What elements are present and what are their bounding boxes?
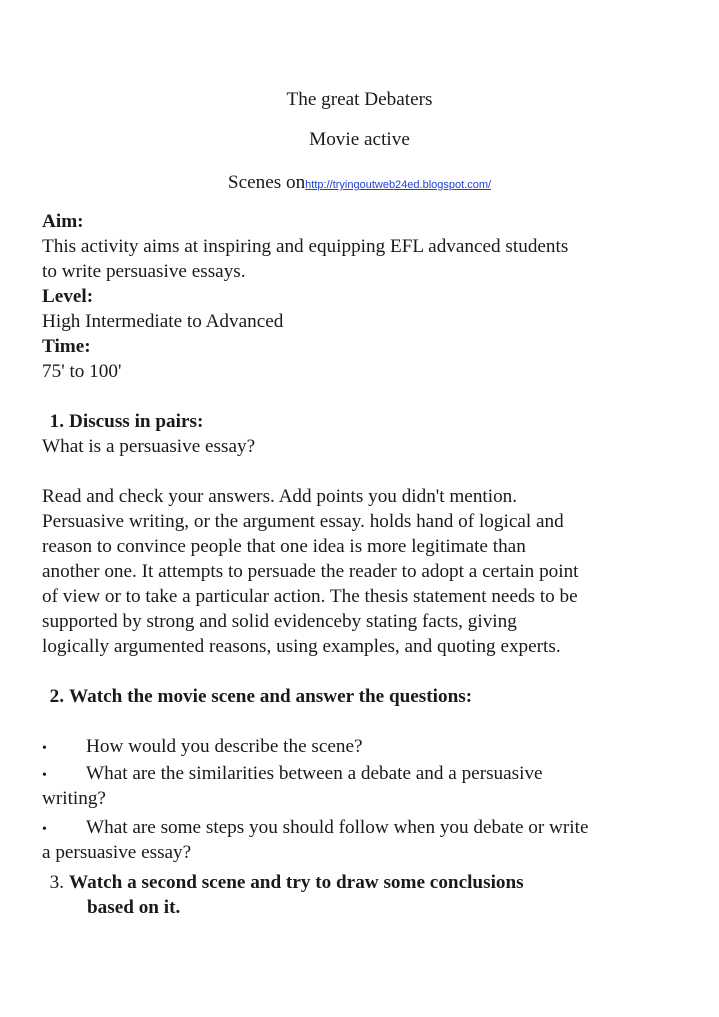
document-subtitle: Movie active	[309, 129, 410, 150]
scenes-link[interactable]: http://tryingoutweb24ed.blogspot.com/	[305, 179, 492, 191]
section-1-number: 1.	[49, 411, 64, 432]
paragraph-line-2: Persuasive writing, or the argument essay. holds hand of logical and	[42, 511, 564, 532]
section-2-title: Watch the movie scene and answer the questions:	[69, 686, 473, 707]
scenes-line	[0, 170, 719, 198]
aim-text-line-1: This activity aims at inspiring and equipping EFL advanced students	[42, 236, 569, 257]
paragraph-line-6: supported by strong and solid evidenceby stating facts, giving	[42, 611, 517, 632]
time-value: 75' to 100'	[42, 361, 122, 382]
section-2-number: 2.	[49, 686, 64, 707]
aim-label: Aim:	[42, 211, 84, 232]
bullet-3-continuation: a persuasive essay?	[42, 842, 192, 863]
time-label: Time:	[42, 336, 91, 357]
paragraph-line-3: reason to convince people that one idea is more legitimate than	[42, 536, 526, 557]
section-3-number: 3.	[49, 872, 64, 893]
section-1-title: Discuss in pairs:	[69, 411, 204, 432]
section-3-title-line-2: based on it.	[87, 897, 181, 918]
paragraph-line-5: of view or to take a particular action. The thesis statement needs to be	[42, 586, 578, 607]
section-2-heading	[42, 684, 472, 709]
aim-text-line-2: to write persuasive essays.	[42, 261, 246, 282]
bullet-dot-3: •	[42, 822, 47, 837]
bullet-2-continuation: writing?	[42, 788, 106, 809]
level-label: Level:	[42, 286, 94, 307]
level-value: High Intermediate to Advanced	[42, 311, 284, 332]
bullet-2-text: What are the similarities between a debate and a persuasive	[86, 763, 543, 784]
section-3-title-line-1: Watch a second scene and try to draw some conclusions	[69, 872, 524, 893]
section-3-heading	[42, 870, 524, 895]
section-1-question: What is a persuasive essay?	[42, 436, 256, 457]
bullet-dot-2: •	[42, 768, 47, 783]
paragraph-line-1: Read and check your answers. Add points you didn't mention.	[42, 486, 518, 507]
scenes-prefix: Scenes on	[227, 172, 306, 193]
bullet-dot-1: •	[42, 741, 47, 756]
bullet-3-text: What are some steps you should follow when you debate or write	[86, 817, 589, 838]
bullet-1-text: How would you describe the scene?	[86, 736, 363, 757]
document-title: The great Debaters	[286, 89, 433, 110]
section-1-heading	[42, 409, 203, 434]
paragraph-line-7: logically argumented reasons, using examples, and quoting experts.	[42, 636, 561, 657]
paragraph-line-4: another one. It attempts to persuade the reader to adopt a certain point	[42, 561, 579, 582]
